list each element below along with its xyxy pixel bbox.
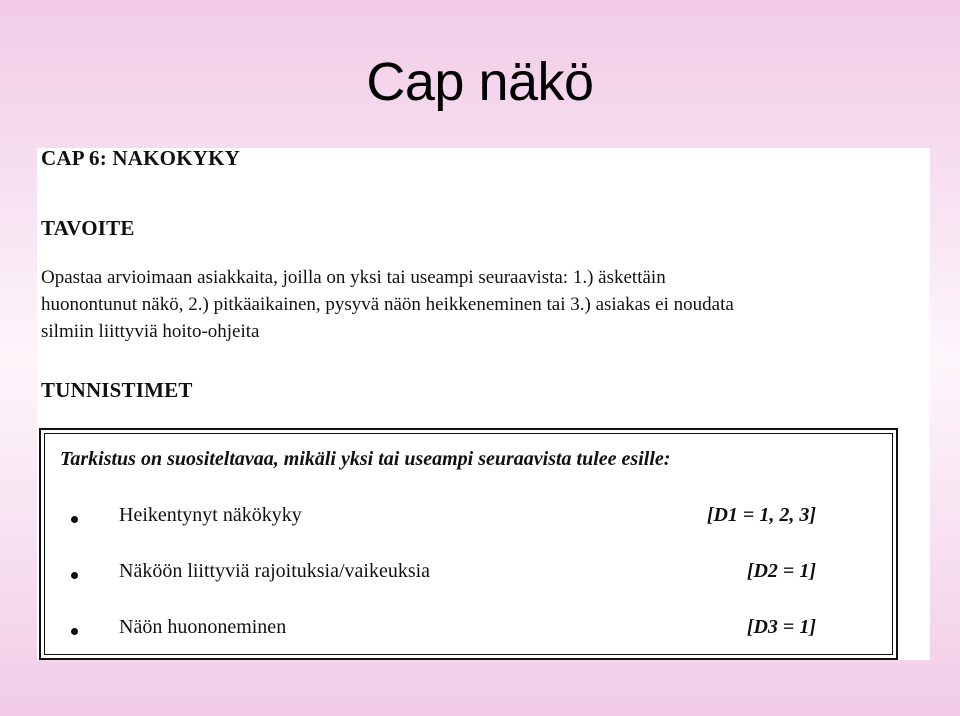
criteria-label: Heikentynyt näkökyky [119,504,302,526]
criteria-code: [D3 = 1] [746,616,816,638]
criteria-code: [D2 = 1] [746,560,816,582]
goal-heading: TAVOITE [41,216,135,240]
bullet-icon [71,516,78,523]
document-heading: CAP 6: NAKOKYKY [41,146,240,170]
goal-line: Opastaa arvioimaan asiakkaita, joilla on yksi tai useampi seuraavista: 1.) äskettäin [41,267,666,288]
criteria-label: Näön huononeminen [119,616,287,638]
goal-text [41,264,911,345]
criteria-item [45,504,892,532]
document-image [37,148,930,660]
bullet-icon [71,628,78,635]
bullet-icon [71,572,78,579]
criteria-label: Näköön liittyviä rajoituksia/vaikeuksia [119,560,431,582]
criteria-item [45,616,892,644]
criteria-item [45,560,892,588]
criteria-intro: Tarkistus on suositeltavaa, mikäli yksi tai useampi seuraavista tulee esille: [60,448,671,470]
goal-line: silmiin liittyviä hoito-ohjeita [41,321,260,342]
goal-line: huonontunut näkö, 2.) pitkäaikainen, pysyvä näön heikkeneminen tai 3.) asiakas ei noudata [41,294,734,315]
slide-title: Cap näkö [366,52,594,112]
criteria-box-inner [44,433,893,655]
criteria-box [39,428,898,660]
identifiers-heading: TUNNISTIMET [41,378,193,402]
criteria-code: [D1 = 1, 2, 3] [706,504,816,526]
